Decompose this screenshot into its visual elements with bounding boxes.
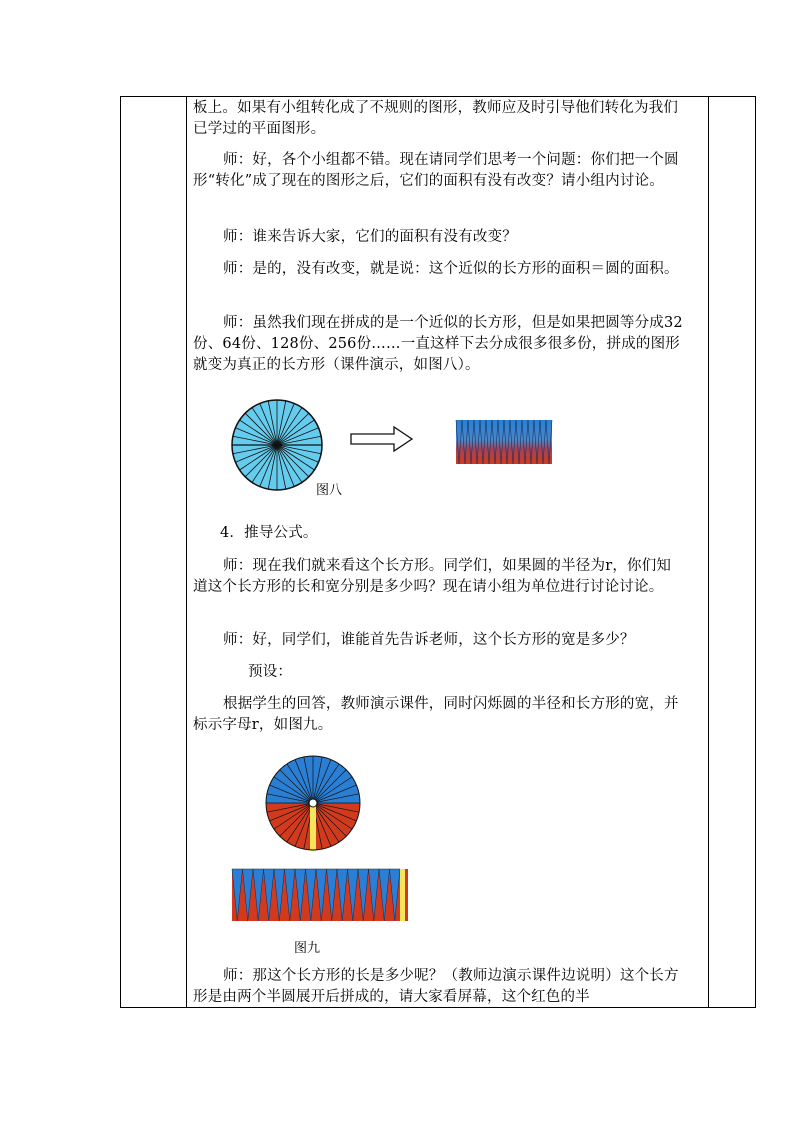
paragraph-5: 师：虽然我们现在拼成的是一个近似的长方形，但是如果把圆等分成32份、64份、128份、256份……一直这样下去分成很多很多份，拼成的图形就变为真正的长方形（课件演示，如图八）。 xyxy=(193,315,683,373)
paragraph-4: 师：是的，没有改变，就是说：这个近似的长方形的面积＝圆的面积。 xyxy=(223,261,679,277)
figure-9-caption: 图九 xyxy=(294,941,321,956)
paragraph-10: 根据学生的回答，教师演示课件，同时闪烁圆的半径和长方形的宽，并标示字母r，如图九。 xyxy=(193,696,679,733)
paragraph-11: 师：那这个长方形的长是多少呢？（教师边演示课件边说明）这个长方形是由两个半圆展开后拼成的，请大家看屏幕，这个红色的半 xyxy=(193,968,679,1005)
column-divider-right xyxy=(708,96,709,1008)
paragraph-7: 师：现在我们就来看这个长方形。同学们，如果圆的半径为r，你们知道这个长方形的长和宽分别是多少吗？现在请小组为单位进行讨论讨论。 xyxy=(193,558,672,595)
paragraph-2: 师：好，各个小组都不错。现在请同学们思考一个问题：你们把一个圆形“转化”成了现在的图形之后，它们的面积有没有改变？请小组内讨论。 xyxy=(193,152,679,189)
paragraph-8: 师：好，同学们，谁能首先告诉老师，这个长方形的宽是多少？ xyxy=(223,632,635,648)
arrow-icon xyxy=(350,426,414,452)
paragraph-3: 师：谁来告诉大家，它们的面积有没有改变？ xyxy=(223,229,517,245)
paragraph-6: 4．推导公式。 xyxy=(220,525,318,541)
column-divider-left xyxy=(186,96,187,1008)
figure-8-rectangle xyxy=(456,420,552,464)
figure-8-circle xyxy=(230,398,324,492)
paragraph-1: 板上。如果有小组转化成了不规则的图形，教师应及时引导他们转化为我们已学过的平面图形。 xyxy=(193,100,679,137)
figure-8-caption: 图八 xyxy=(316,483,343,498)
paragraph-9: 预设： xyxy=(248,664,293,680)
figure-9-circle xyxy=(264,754,362,852)
figure-9-rectangle xyxy=(232,869,408,921)
